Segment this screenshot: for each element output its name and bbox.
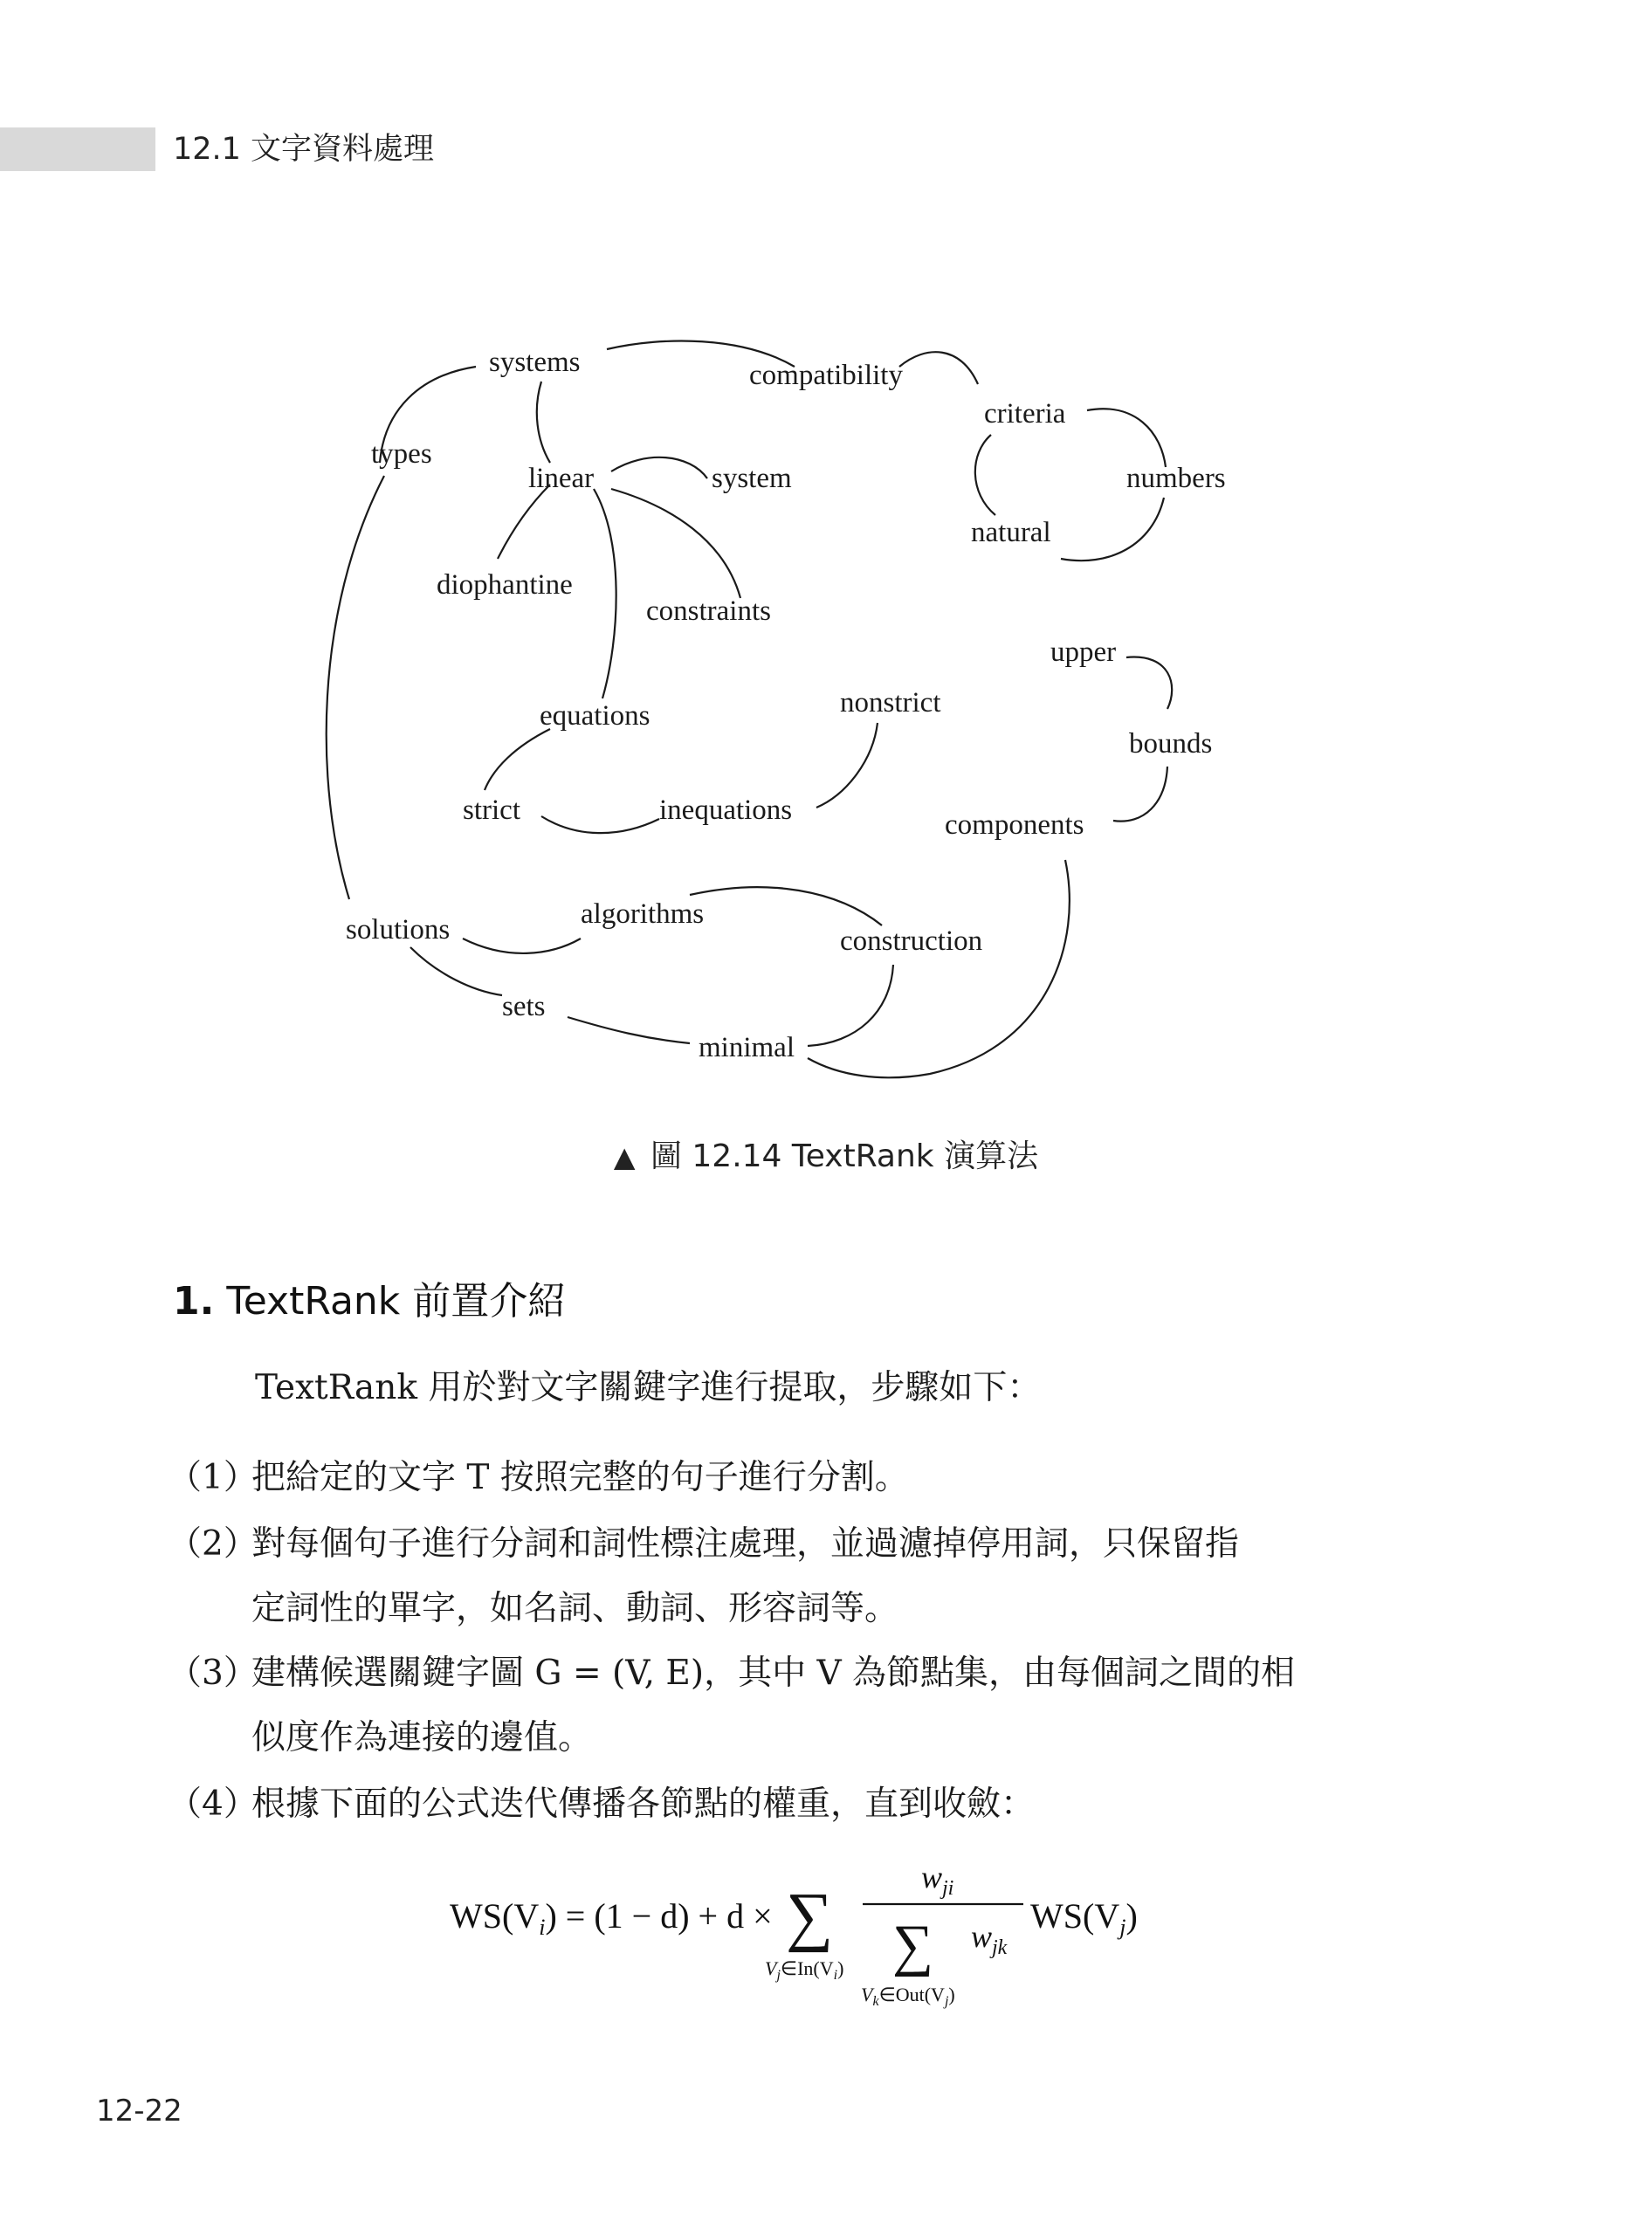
edge-linear-constraints	[611, 489, 740, 598]
edge-sets-minimal	[568, 1017, 690, 1043]
node-natural: natural	[971, 517, 1051, 548]
figure-caption	[0, 1131, 1652, 1176]
edge-linear-system	[611, 457, 707, 478]
edge-numbers-natural	[1061, 498, 1164, 560]
edge-solutions-algorithms	[463, 939, 581, 953]
formula-denominator-sum: ∑	[892, 1914, 934, 1977]
formula-sum-limit: $V_j\in In(V_i)$	[765, 1957, 844, 1983]
formula-rhs: $WS(V_j)$	[1030, 1896, 1138, 1940]
node-construction: construction	[840, 925, 983, 957]
running-header: 12.1 文字資料處理	[173, 132, 435, 167]
edge-criteria-natural	[975, 435, 995, 515]
edge-linear-diophantine	[498, 485, 550, 559]
list-marker: （2）	[168, 1524, 258, 1564]
list-item	[168, 1641, 1442, 1771]
list-text: 建構候選關鍵字圖 G = (V, E)，其中 V 為節點集，由每個詞之間的相	[251, 1654, 1296, 1693]
section-number: 1.	[173, 1279, 215, 1324]
node-types: types	[371, 438, 432, 470]
intro-paragraph: TextRank 用於對文字關鍵字進行提取，步驟如下：	[255, 1368, 1042, 1407]
edge-systems-linear	[537, 382, 550, 463]
list-marker: （1）	[168, 1458, 258, 1497]
triangle-icon: ▲	[613, 1140, 636, 1173]
list-text: 把給定的文字 T 按照完整的句子進行分割。	[251, 1458, 909, 1497]
edge-criteria-numbers	[1087, 409, 1166, 467]
figure-caption-text: 圖 12.14 TextRank 演算法	[650, 1138, 1039, 1174]
node-system: system	[712, 463, 792, 494]
list-text-continued: 定詞性的單字，如名詞、動詞、形容詞等。	[251, 1589, 899, 1628]
formula-denominator-limit: $V_k\in Out(V_j)$	[861, 1984, 955, 2009]
edge-compatibility-criteria	[899, 352, 978, 384]
formula-lhs: $WS(V_i) = (1 - d) + d$ ×	[450, 1896, 773, 1940]
list-marker: （4）	[168, 1785, 258, 1824]
page-number: 12-22	[96, 2094, 182, 2128]
edge-nonstrict-inequations	[816, 723, 878, 808]
edge-bounds-components	[1113, 767, 1167, 822]
edge-equations-strict	[485, 729, 550, 790]
edge-construction-minimal	[808, 965, 893, 1046]
formula-numerator: $w_{ji}$	[921, 1860, 954, 1900]
section-heading	[173, 1269, 566, 1325]
node-minimal: minimal	[699, 1032, 795, 1063]
list-item	[168, 1512, 1442, 1641]
formula-sum-symbol: ∑	[786, 1880, 834, 1953]
node-components: components	[945, 809, 1084, 841]
edge-strict-inequations	[541, 816, 659, 833]
list-text: 對每個句子進行分詞和詞性標注處理，並過濾掉停用詞，只保留指	[251, 1524, 1240, 1564]
list-text-continued: 似度作為連接的邊值。	[251, 1718, 593, 1757]
node-solutions: solutions	[346, 914, 451, 946]
node-strict: strict	[463, 794, 520, 826]
node-criteria: criteria	[984, 398, 1066, 430]
list-item	[168, 1772, 1442, 1837]
edge-solutions-sets	[410, 947, 502, 995]
node-nonstrict: nonstrict	[840, 687, 941, 719]
node-sets: sets	[502, 991, 546, 1022]
node-inequations: inequations	[659, 794, 793, 826]
node-linear: linear	[528, 463, 595, 494]
edge-types-solutions	[327, 476, 384, 899]
edge-upper-bounds	[1126, 657, 1172, 709]
edge-components-minimal	[808, 860, 1070, 1077]
edge-linear-equations	[594, 489, 616, 698]
node-upper: upper	[1050, 636, 1117, 668]
node-equations: equations	[540, 700, 650, 732]
node-algorithms: algorithms	[581, 898, 705, 930]
node-compatibility: compatibility	[749, 360, 903, 391]
node-systems: systems	[489, 347, 581, 378]
list-text: 根據下面的公式迭代傳播各節點的權重，直到收斂：	[251, 1785, 1036, 1824]
node-constraints: constraints	[646, 595, 771, 627]
section-title-text: TextRank 前置介紹	[226, 1279, 567, 1324]
list-item	[168, 1446, 1442, 1510]
edge-algorithms-construction	[690, 887, 882, 925]
formula-denominator: $w_{jk}$	[971, 1919, 1008, 1959]
node-diophantine: diophantine	[437, 569, 573, 601]
node-bounds: bounds	[1129, 728, 1213, 760]
list-marker: （3）	[168, 1654, 258, 1693]
node-numbers: numbers	[1126, 463, 1226, 494]
